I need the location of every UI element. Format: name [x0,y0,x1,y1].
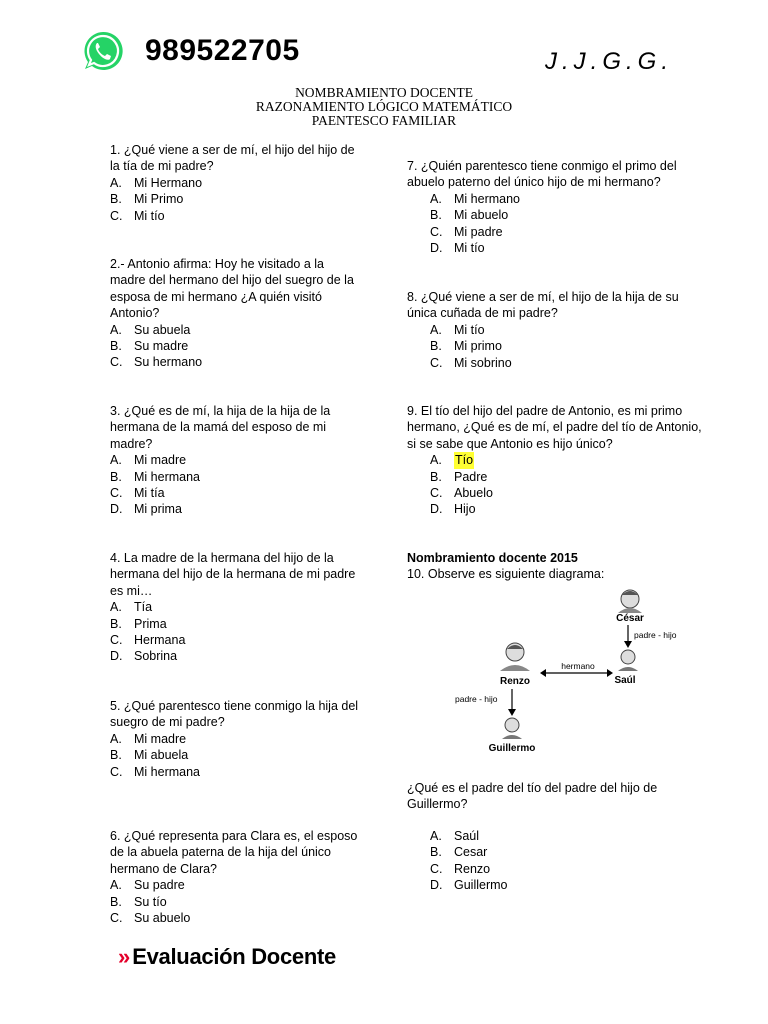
option-c[interactable]: C. Abuelo [430,486,493,501]
option-b[interactable]: B. Mi abuelo [430,208,509,223]
option-a[interactable]: A. Mi tío [430,322,485,337]
brand-name: Evaluación Docente [132,944,336,969]
option-a[interactable]: A. Su padre [110,878,185,893]
option-d[interactable]: D. Hijo [430,502,476,517]
option-c[interactable]: C. Mi tía [110,486,165,501]
guillermo-label: Guillermo [488,743,536,754]
option-b[interactable]: B. Mi hermana [110,469,200,484]
option-b[interactable]: B. Prima [110,616,167,631]
question-6 [110,828,360,926]
question-stem: 5. ¿Qué parentesco tiene conmigo la hija del suegro de mi padre? [110,699,359,730]
option-a[interactable]: A. Mi Hermano [110,175,203,190]
question-10-title: Nombramiento docente 2015 [407,551,578,565]
highlighted-answer: Tío [455,453,474,468]
option-c[interactable]: C. Mi sobrino [430,355,512,370]
question-9 [407,403,707,518]
cesar-label: César [616,613,644,624]
chevron-icon: » [118,944,127,969]
family-diagram [440,585,700,760]
option-d[interactable]: D. Sobrina [110,649,178,664]
relation-renzo-guillermo: padre - hijo [455,694,498,704]
question-stem: 7. ¿Quién parentesco tiene conmigo el primo del abuelo paterno del único hijo de mi hermano? [407,159,677,190]
question-3 [110,403,360,518]
option-a[interactable]: A. Saúl [430,829,480,843]
option-a[interactable]: A. Su abuela [110,322,191,337]
option-c[interactable]: C. Renzo [430,861,491,876]
question-4 [110,550,360,665]
option-b[interactable]: B. Cesar [430,845,488,860]
option-c[interactable]: C. Su abuelo [110,911,191,926]
option-a[interactable]: A. Mi hermano [430,191,520,206]
question-stem: 2.- Antonio afirma: Hoy he visitado a la madre del hermano del hijo del suegro de la esposa de mi hermano ¿A quién visitó Antonio? [110,257,354,321]
question-stem: 1. ¿Qué viene a ser de mí, el hijo del hijo de la tía de mi padre? [110,143,355,174]
question-stem: 3. ¿Qué es de mí, la hija de la hija de la hermana de la mamá del esposo de mi madre? [110,404,331,451]
author-initials: J.J.G.G. [545,48,674,75]
option-c[interactable]: C. Mi padre [430,224,503,239]
question-1 [110,142,360,224]
option-d[interactable]: D. Mi prima [110,502,182,517]
option-b[interactable]: B. Su tío [110,894,167,909]
saul-label: Saúl [614,675,636,686]
option-b[interactable]: B. Mi abuela [110,748,189,763]
option-c[interactable]: C. Mi tío [110,208,165,223]
option-b[interactable]: B. Padre [430,469,488,484]
question-10-question: ¿Qué es el padre del tío del padre del hijo de Guillermo? [407,781,658,812]
question-stem: 4. La madre de la hermana del hijo de la hermana del hijo de la hermana de mi padre es mi… [110,551,356,598]
renzo-portrait [500,643,530,671]
relation-renzo-saul: hermano [561,661,595,671]
question-stem: 9. El tío del hijo del padre de Antonio, es mi primo hermano, ¿Qué es de mí, el padre del tío de Antonio, si se sabe que Antonio es hijo único? [407,404,702,451]
option-d[interactable]: D. Guillermo [430,878,508,893]
question-10-stem: 10. Observe es siguiente diagrama: [407,567,605,581]
evaluacion-docente-logo [118,944,336,970]
header-subject: RAZONAMIENTO LÓGICO MATEMÁTICO [255,99,513,114]
question-8 [407,289,707,371]
option-d[interactable]: D. Mi tío [430,241,485,256]
option-c[interactable]: C. Hermana [110,633,186,648]
saul-portrait [618,650,638,671]
option-a[interactable]: A. Tío [430,453,474,468]
guillermo-portrait [502,718,522,739]
option-b[interactable]: B. Su madre [110,339,189,354]
question-5 [110,698,360,780]
relation-cesar-saul: padre - hijo [634,630,677,640]
question-10-options [407,828,707,894]
question-2 [110,256,360,371]
cesar-portrait [618,590,642,613]
option-a[interactable]: A. Mi madre [110,731,187,746]
option-b[interactable]: B. Mi Primo [110,192,184,207]
question-7 [407,158,707,256]
phone-number: 989522705 [145,34,300,67]
option-a[interactable]: A. Mi madre [110,453,187,468]
question-stem: 8. ¿Qué viene a ser de mí, el hijo de la hija de su única cuñada de mi padre? [407,290,679,321]
option-b[interactable]: B. Mi primo [430,339,502,354]
question-stem: 6. ¿Qué representa para Clara es, el esposo de la abuela paterna de la hija del único hermano de Clara? [110,829,358,876]
whatsapp-icon [82,30,124,72]
header-topic: PAENTESCO FAMILIAR [311,113,457,128]
header-title: NOMBRAMIENTO DOCENTE [295,85,473,100]
renzo-label: Renzo [500,676,530,687]
option-c[interactable]: C. Mi hermana [110,764,200,779]
option-c[interactable]: C. Su hermano [110,355,203,370]
option-a[interactable]: A. Tía [110,600,153,615]
